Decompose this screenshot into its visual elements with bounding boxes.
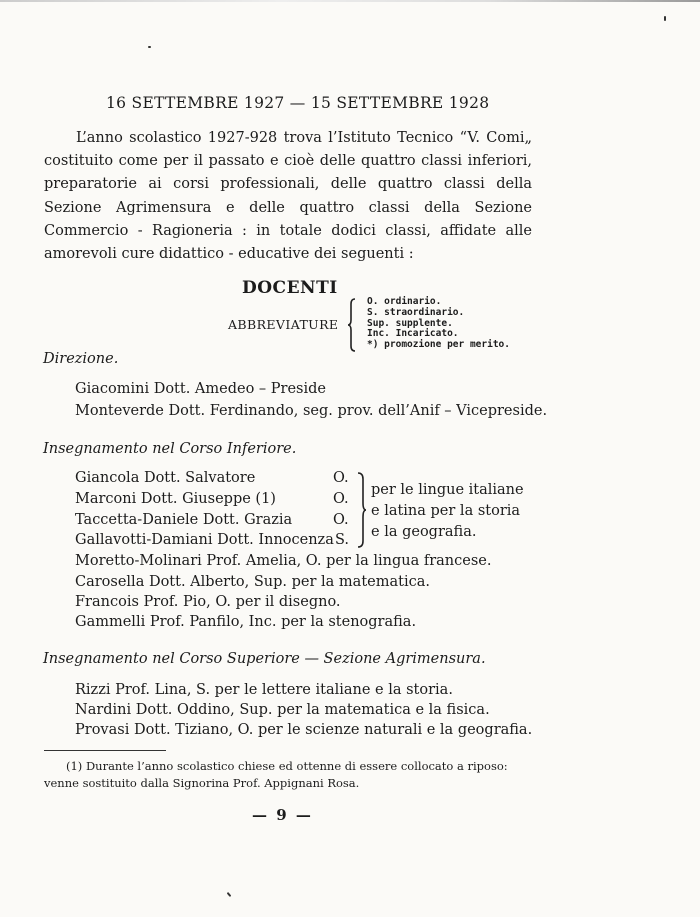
teacher-line: Nardini Dott. Oddino, Sup. per la matematica e la fisica. bbox=[75, 702, 490, 718]
teacher-name: Gallavotti-Damiani Dott. Innocenza bbox=[75, 532, 334, 548]
intro-paragraph: L’anno scolastico 1927-928 trova l’Istituto Tecnico “V. Comi„ costituito come per il passato e cioè delle quattro classi inferiori, preparatorie ai corsi professionali, delle quattro classi della Sezione Agrimensura e delle quattro classi della Sezione Commercio - Ragioneria : in totale dodici classi, affidate alle amorevoli cure didattico - educative dei seguenti : bbox=[44, 130, 532, 263]
abbreviation-item: Sup. supplente. bbox=[367, 317, 453, 329]
teacher-line: Provasi Dott. Tiziano, O. per le scienze naturali e la geografia. bbox=[75, 722, 533, 738]
teacher-rank: O. bbox=[333, 470, 349, 486]
bracket-subjects-note bbox=[371, 480, 524, 543]
teacher-rank: S. bbox=[335, 532, 350, 548]
section-title-direzione: Direzione. bbox=[43, 351, 119, 367]
abbreviations-label: ABBREVIATURE bbox=[228, 317, 339, 332]
print-speck bbox=[148, 46, 151, 48]
abbreviations-list bbox=[367, 297, 510, 351]
print-speck bbox=[227, 892, 232, 897]
teacher-rank: O. bbox=[333, 491, 349, 507]
docenti-title: DOCENTI bbox=[242, 278, 338, 298]
abbreviation-item: Inc. Incaricato. bbox=[367, 328, 459, 340]
page-top-edge bbox=[0, 0, 700, 2]
footnote-rule bbox=[44, 750, 166, 751]
teacher-line: Rizzi Prof. Lina, S. per le lettere italiane e la storia. bbox=[75, 682, 453, 698]
direzione-line: Monteverde Dott. Ferdinando, seg. prov. dell’Anif – Vicepreside. bbox=[75, 403, 548, 419]
bracket-note-line: per le lingue italiane bbox=[371, 482, 524, 498]
abbreviation-item: S. straordinario. bbox=[367, 306, 465, 318]
abbreviations-brace bbox=[347, 298, 357, 352]
page-number: — 9 — bbox=[252, 806, 313, 824]
teacher-name: Marconi Dott. Giuseppe (1) bbox=[75, 491, 276, 507]
direzione-line: Giacomini Dott. Amedeo – Preside bbox=[75, 381, 326, 397]
footnote: (1) Durante l’anno scolastico chiese ed ottenne di essere collocato a riposo: venne sostituito dalla Signorina Prof. Appignani Rosa. bbox=[44, 759, 508, 790]
teacher-line: Carosella Dott. Alberto, Sup. per la matematica. bbox=[75, 574, 430, 590]
teacher-name: Taccetta-Daniele Dott. Grazia bbox=[75, 512, 293, 528]
teacher-rank: O. bbox=[333, 512, 349, 528]
teacher-line: Francois Prof. Pio, O. per il disegno. bbox=[75, 594, 341, 610]
bracket-note-line: e latina per la storia bbox=[371, 503, 521, 519]
print-speck bbox=[664, 16, 666, 21]
section-title-corso-inferiore: Insegnamento nel Corso Inferiore. bbox=[43, 441, 297, 457]
subjects-brace bbox=[355, 472, 367, 548]
page-heading: 16 SETTEMBRE 1927 — 15 SETTEMBRE 1928 bbox=[106, 94, 490, 112]
teacher-line: Moretto-Molinari Prof. Amelia, O. per la lingua francese. bbox=[75, 553, 492, 569]
abbreviation-item: O. ordinario. bbox=[367, 296, 442, 307]
teacher-line: Gammelli Prof. Panfilo, Inc. per la stenografia. bbox=[75, 614, 417, 630]
bracket-note-line: e la geografia. bbox=[371, 524, 477, 540]
section-title-corso-superiore: Insegnamento nel Corso Superiore — Sezione Agrimensura. bbox=[43, 651, 486, 667]
abbreviation-item: *) promozione per merito. bbox=[367, 339, 510, 351]
teacher-name: Giancola Dott. Salvatore bbox=[75, 470, 256, 486]
